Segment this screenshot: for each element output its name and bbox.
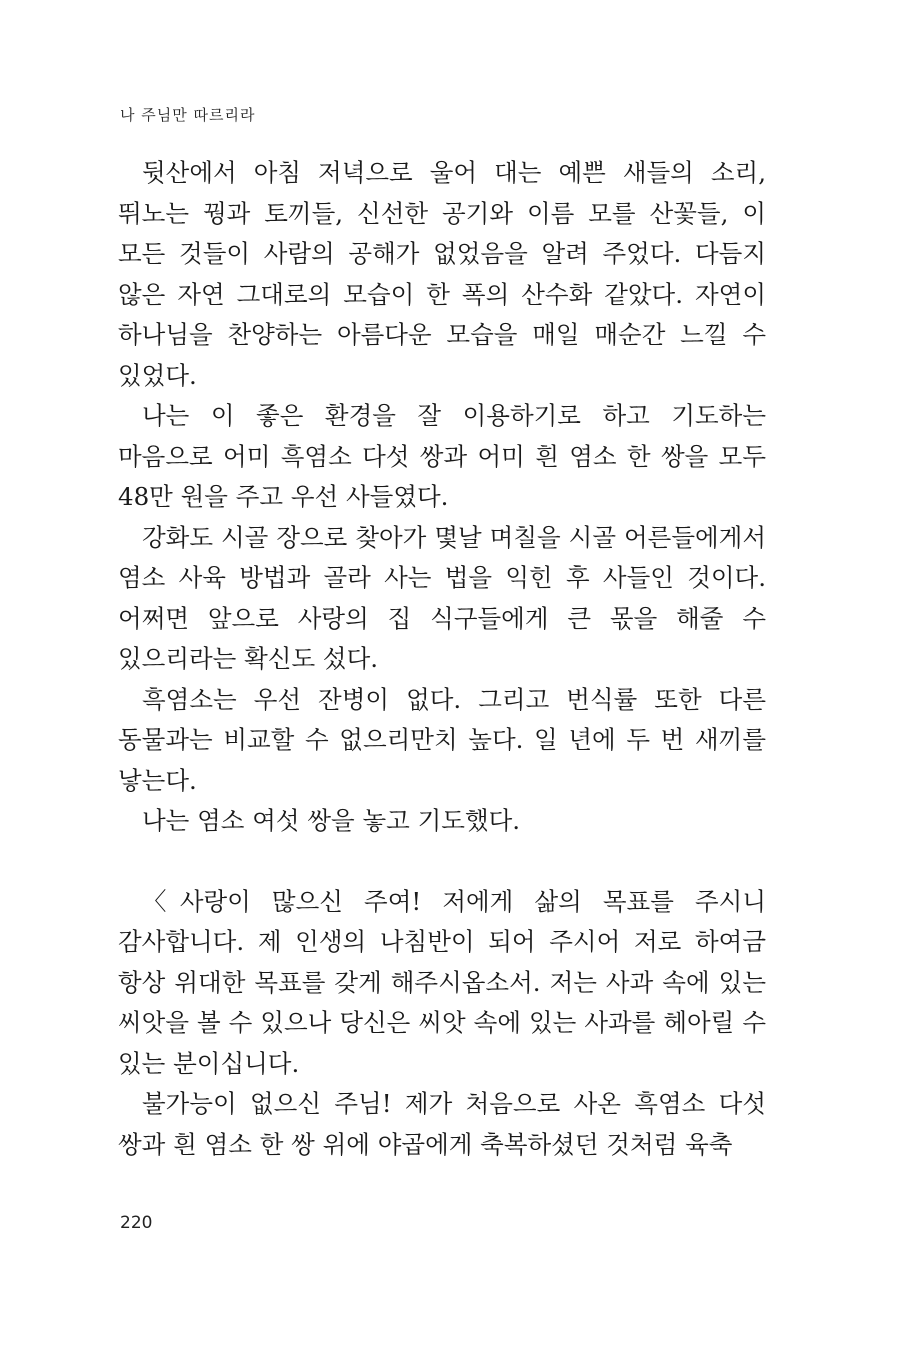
paragraph: 뒷산에서 아침 저녁으로 울어 대는 예쁜 새들의 소리, 뛰노는 꿩과 토끼들, 신선한 공기와 이름 모를 산꽃들, 이 모든 것들이 사람의 공해가 없었음을 알려 주었다. 다듬지 않은 자연 그대로의 모습이 한 폭의 산수화 같았다. 자연이 하나님을 찬양하는 아름다운 모습을 매일 매순간 느낄 수 있었다.	[118, 158, 766, 390]
running-header: 나 주님만 따르리라	[120, 106, 256, 124]
body-text	[118, 153, 766, 1165]
paragraph: 나는 이 좋은 환경을 잘 이용하기로 하고 기도하는 마음으로 어미 흑염소 다섯 쌍과 어미 흰 염소 한 쌍을 모두 48만 원을 주고 우선 사들였다.	[118, 401, 766, 511]
prayer-paragraph: 불가능이 없으신 주님! 제가 처음으로 사온 흑염소 다섯 쌍과 흰 염소 한 쌍 위에 야곱에게 축복하셨던 것처럼 육축	[118, 1089, 766, 1159]
paragraph: 나는 염소 여섯 쌍을 놓고 기도했다.	[142, 806, 521, 835]
section-break	[118, 842, 766, 882]
prayer-paragraph: 〈사랑이 많으신 주여! 저에게 삶의 목표를 주시니 감사합니다. 제 인생의 나침반이 되어 주시어 저로 하여금 항상 위대한 목표를 갖게 해주시옵소서. 저는 사과 속에 있는 씨앗을 볼 수 있으나 당신은 씨앗 속에 있는 사과를 헤아릴 수 있는 분이십니다.	[118, 886, 766, 1078]
paragraph: 흑염소는 우선 잔병이 없다. 그리고 번식률 또한 다른 동물과는 비교할 수 없으리만치 높다. 일 년에 두 번 새끼를 낳는다.	[118, 684, 766, 795]
page-number: 220	[120, 1213, 153, 1233]
paragraph: 강화도 시골 장으로 찾아가 몇날 며칠을 시골 어른들에게서 염소 사육 방법과 골라 사는 법을 익힌 후 사들인 것이다. 어쩌면 앞으로 사랑의 집 식구들에게 큰 몫을 해줄 수 있으리라는 확신도 섰다.	[118, 522, 766, 673]
